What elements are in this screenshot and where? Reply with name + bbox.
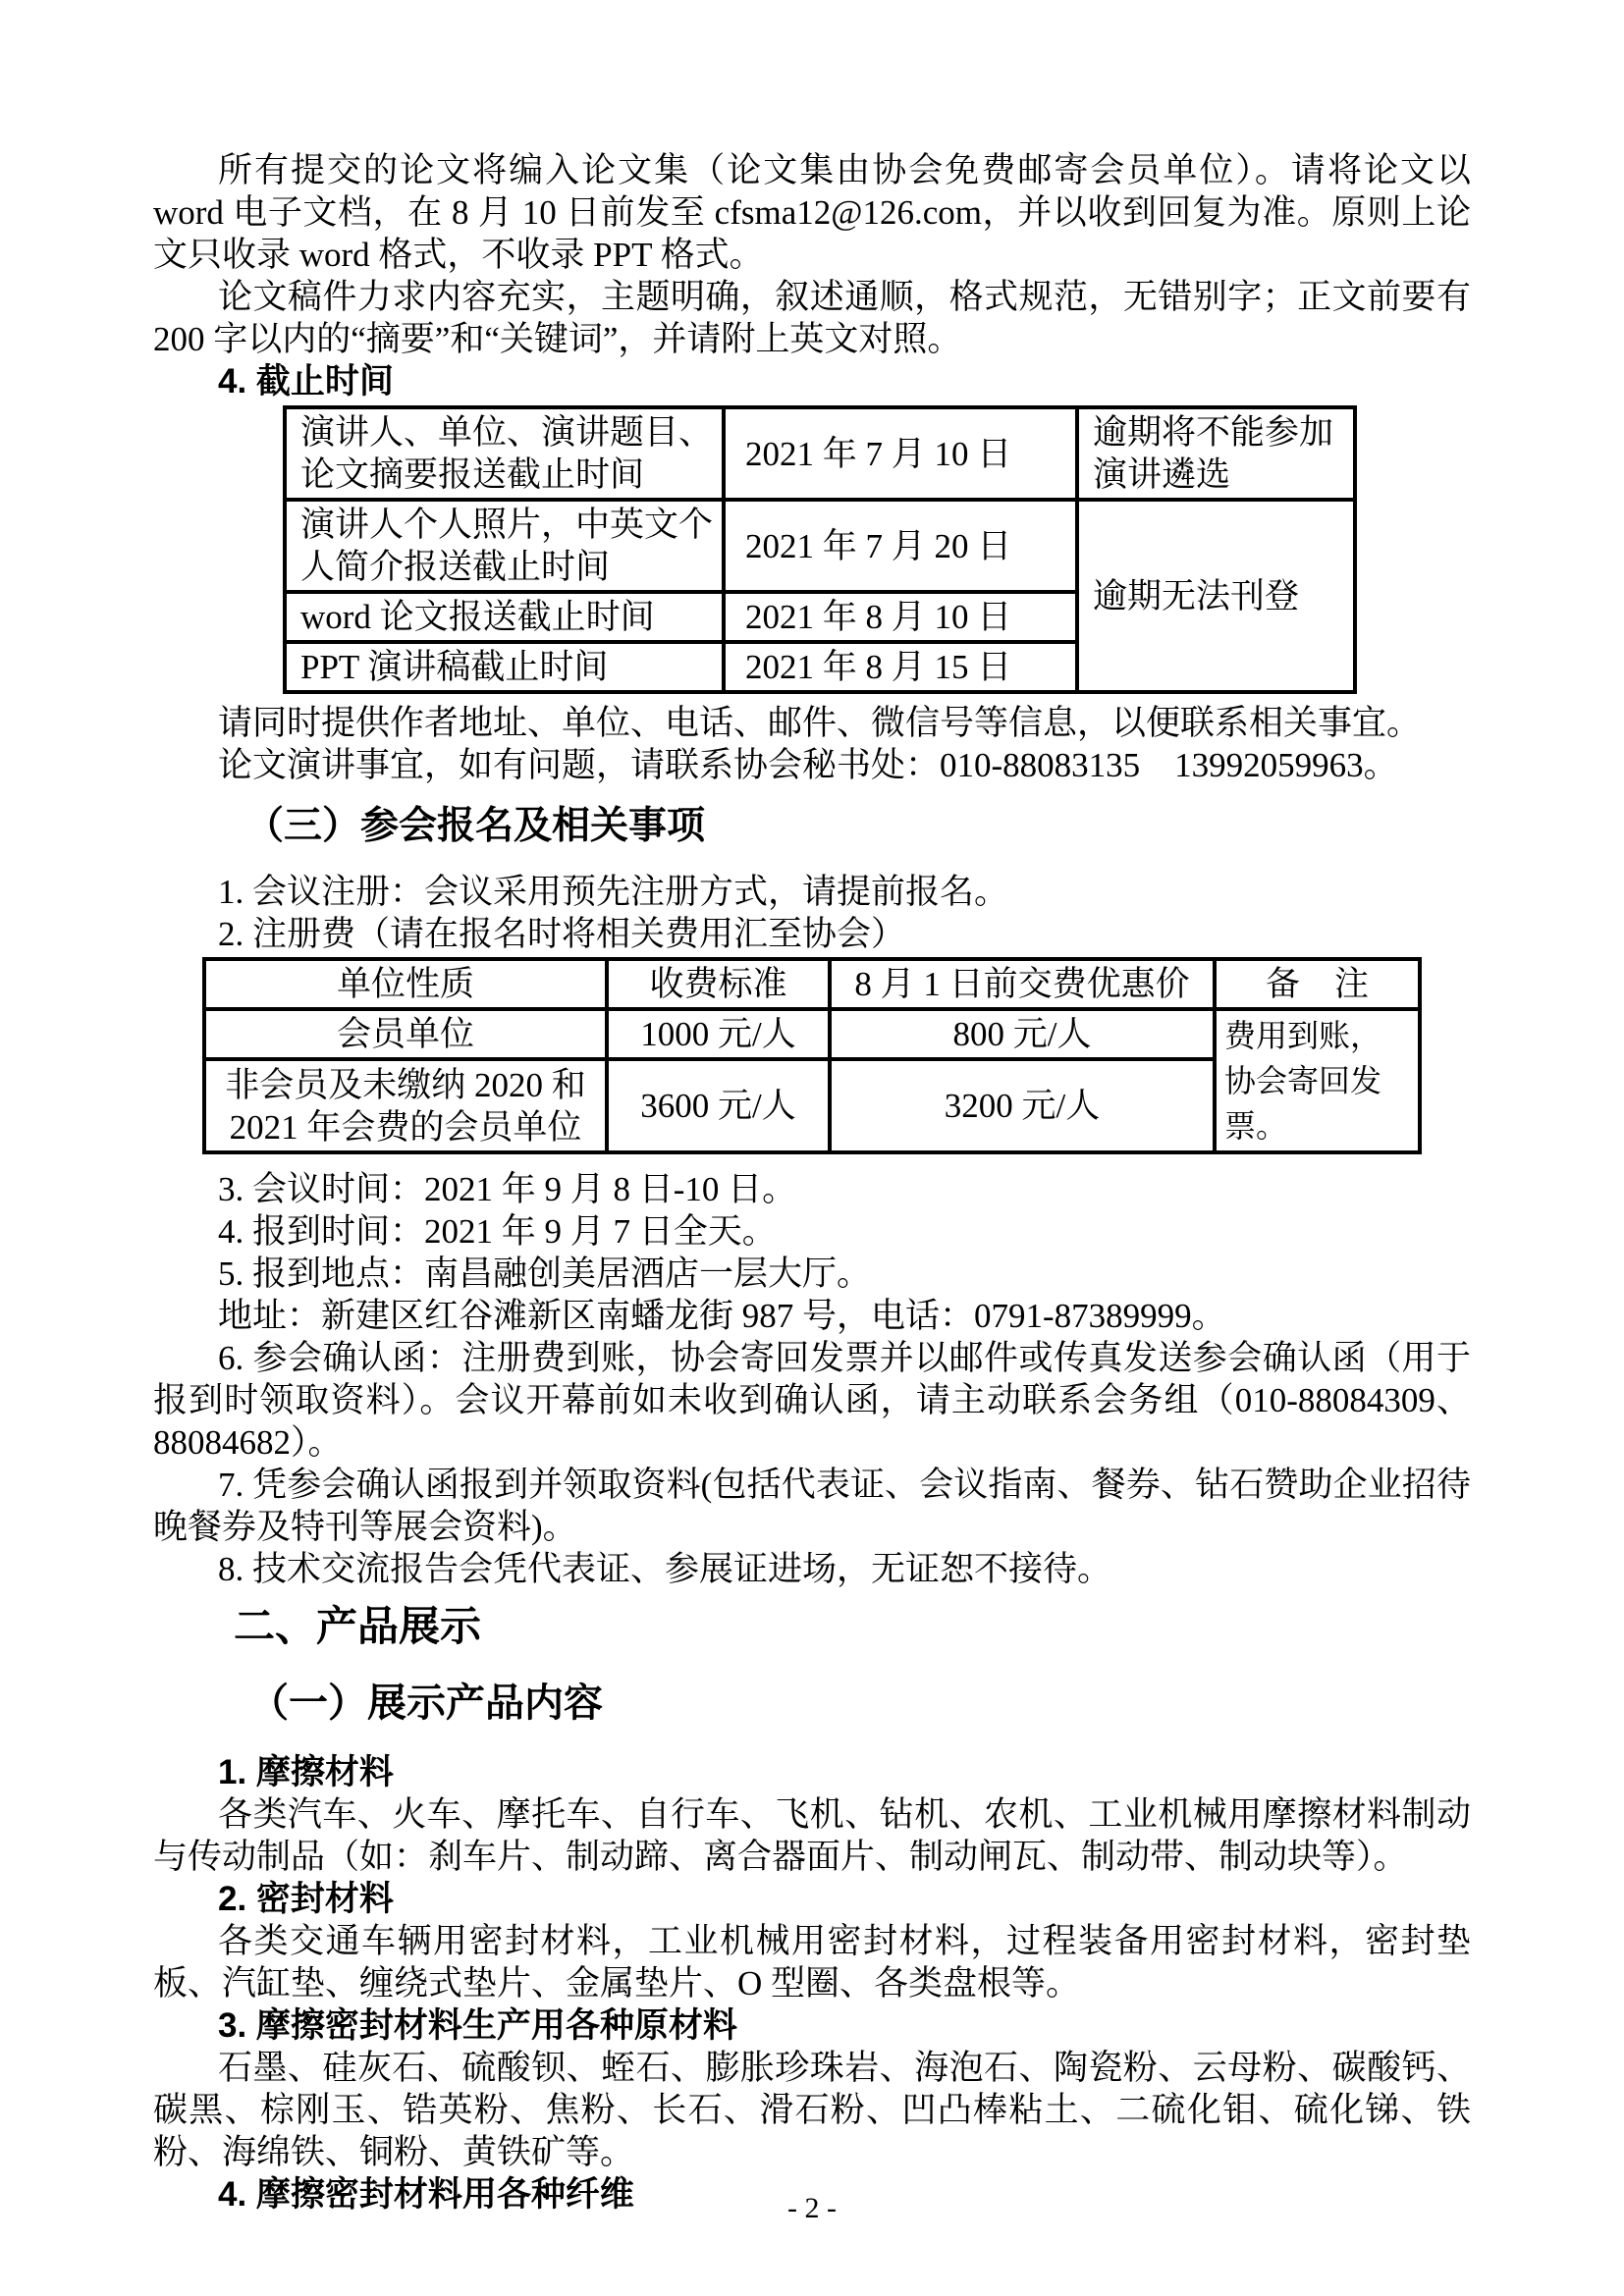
section-heading-products: 二、产品展示	[234, 1603, 482, 1649]
fee-standard-cell: 3600 元/人	[607, 1059, 830, 1152]
intro-paragraph-1: 所有提交的论文将编入论文集（论文集由协会免费邮寄会员单位）。请将论文以 word 电子文档，在 8 月 10 日前发至 cfsma12@126.com，并以收到回复为准。原则上论文只收录 word 格式，不收录 PPT 格式。	[153, 151, 1471, 274]
fee-header-standard: 收费标准	[607, 959, 830, 1009]
deadline-item-cell: 演讲人、单位、演讲题目、论文摘要报送截止时间	[285, 407, 724, 500]
registration-item-address: 地址：新建区红谷滩新区南蟠龙街 987 号，电话：0791-87389999。	[218, 1297, 1226, 1335]
product-item-title-2: 2. 密封材料	[218, 1880, 394, 1918]
deadline-merged-note-cell: 逾期无法刊登	[1077, 500, 1355, 692]
registration-items	[153, 1168, 1471, 1590]
registration-item-8: 8. 技术交流报告会凭代表证、参展证进场，无证恕不接待。	[218, 1550, 1112, 1588]
fee-header-note: 备 注	[1215, 959, 1420, 1009]
fee-table-row	[204, 1009, 1420, 1059]
deadline-heading: 4. 截止时间	[218, 362, 394, 400]
page-number: - 2 -	[787, 2192, 837, 2224]
fee-header-early: 8 月 1 日前交费优惠价	[830, 959, 1215, 1009]
contact-paragraph-1: 请同时提供作者地址、单位、电话、邮件、微信号等信息，以便联系相关事宜。	[218, 704, 1422, 742]
deadline-item-cell: word 论文报送截止时间	[285, 592, 724, 642]
fee-type-cell: 非会员及未缴纳 2020 和 2021 年会费的会员单位	[204, 1059, 607, 1152]
product-item-title-3: 3. 摩擦密封材料生产用各种原材料	[218, 2006, 737, 2045]
fee-header-type: 单位性质	[204, 959, 607, 1009]
fee-table-header-row	[204, 959, 1420, 1009]
product-item-body-2: 各类交通车辆用密封材料，工业机械用密封材料，过程装备用密封材料，密封垫板、汽缸垫、缠绕式垫片、金属垫片、O 型圈、各类盘根等。	[153, 1922, 1471, 2002]
product-item-title-4: 4. 摩擦密封材料用各种纤维	[218, 2175, 634, 2214]
fee-standard-cell: 1000 元/人	[607, 1009, 830, 1059]
deadline-date-cell: 2021 年 7 月 10 日	[724, 407, 1077, 500]
registration-item-3: 3. 会议时间：2021 年 9 月 8 日-10 日。	[218, 1170, 797, 1208]
deadline-table-row	[285, 407, 1355, 500]
deadline-table	[283, 405, 1357, 694]
deadline-table-row	[285, 500, 1355, 592]
registration-item-5: 5. 报到地点：南昌融创美居酒店一层大厅。	[218, 1255, 872, 1293]
deadline-date-cell: 2021 年 7 月 20 日	[724, 500, 1077, 592]
fee-merged-note-cell: 费用到账，协会寄回发票。	[1215, 1009, 1420, 1152]
fee-type-cell: 会员单位	[204, 1009, 607, 1059]
deadline-date-cell: 2021 年 8 月 10 日	[724, 592, 1077, 642]
deadline-item-cell: 演讲人个人照片，中英文个人简介报送截止时间	[285, 500, 724, 592]
intro-paragraph-2: 论文稿件力求内容充实，主题明确，叙述通顺，格式规范，无错别字；正文前要有 200 字以内的“摘要”和“关键词”，并请附上英文对照。	[153, 278, 1471, 358]
registration-item-7: 7. 凭参会确认函报到并领取资料(包括代表证、会议指南、餐券、钻石赞助企业招待晚餐券及特刊等展会资料)。	[153, 1466, 1471, 1546]
deadline-date-cell: 2021 年 8 月 15 日	[724, 642, 1077, 692]
fee-early-cell: 800 元/人	[830, 1009, 1215, 1059]
product-item-body-3: 石墨、硅灰石、硫酸钡、蛭石、膨胀珍珠岩、海泡石、陶瓷粉、云母粉、碳酸钙、碳黑、棕刚玉、锆英粉、焦粉、长石、滑石粉、凹凸棒粘土、二硫化钼、硫化锑、铁粉、海绵铁、铜粉、黄铁矿等。	[153, 2049, 1471, 2171]
subsection-heading-product-content: （一）展示产品内容	[249, 1682, 603, 1725]
fee-early-cell: 3200 元/人	[830, 1059, 1215, 1152]
product-item-body-1: 各类汽车、火车、摩托车、自行车、飞机、钻机、农机、工业机械用摩擦材料制动与传动制品（如：刹车片、制动蹄、离合器面片、制动闸瓦、制动带、制动块等）。	[153, 1795, 1471, 1876]
contact-paragraph-2: 论文演讲事宜，如有问题，请联系协会秘书处：010-88083135 13992059963。	[218, 746, 1398, 784]
registration-item-2: 2. 注册费（请在报名时将相关费用汇至协会）	[218, 915, 906, 953]
deadline-note-cell: 逾期将不能参加演讲遴选	[1077, 407, 1355, 500]
deadline-item-cell: PPT 演讲稿截止时间	[285, 642, 724, 692]
registration-item-1: 1. 会议注册：会议采用预先注册方式，请提前报名。	[218, 873, 1009, 911]
registration-item-6: 6. 参会确认函：注册费到账，协会寄回发票并以邮件或传真发送参会确认函（用于报到时领取资料）。会议开幕前如未收到确认函，请主动联系会务组（010-88084309、88084682）。	[153, 1339, 1471, 1462]
fee-table	[202, 957, 1422, 1154]
registration-item-4: 4. 报到时间：2021 年 9 月 7 日全天。	[218, 1212, 777, 1251]
section-heading-registration: （三）参会报名及相关事项	[245, 805, 706, 847]
product-item-title-1: 1. 摩擦材料	[218, 1753, 394, 1791]
